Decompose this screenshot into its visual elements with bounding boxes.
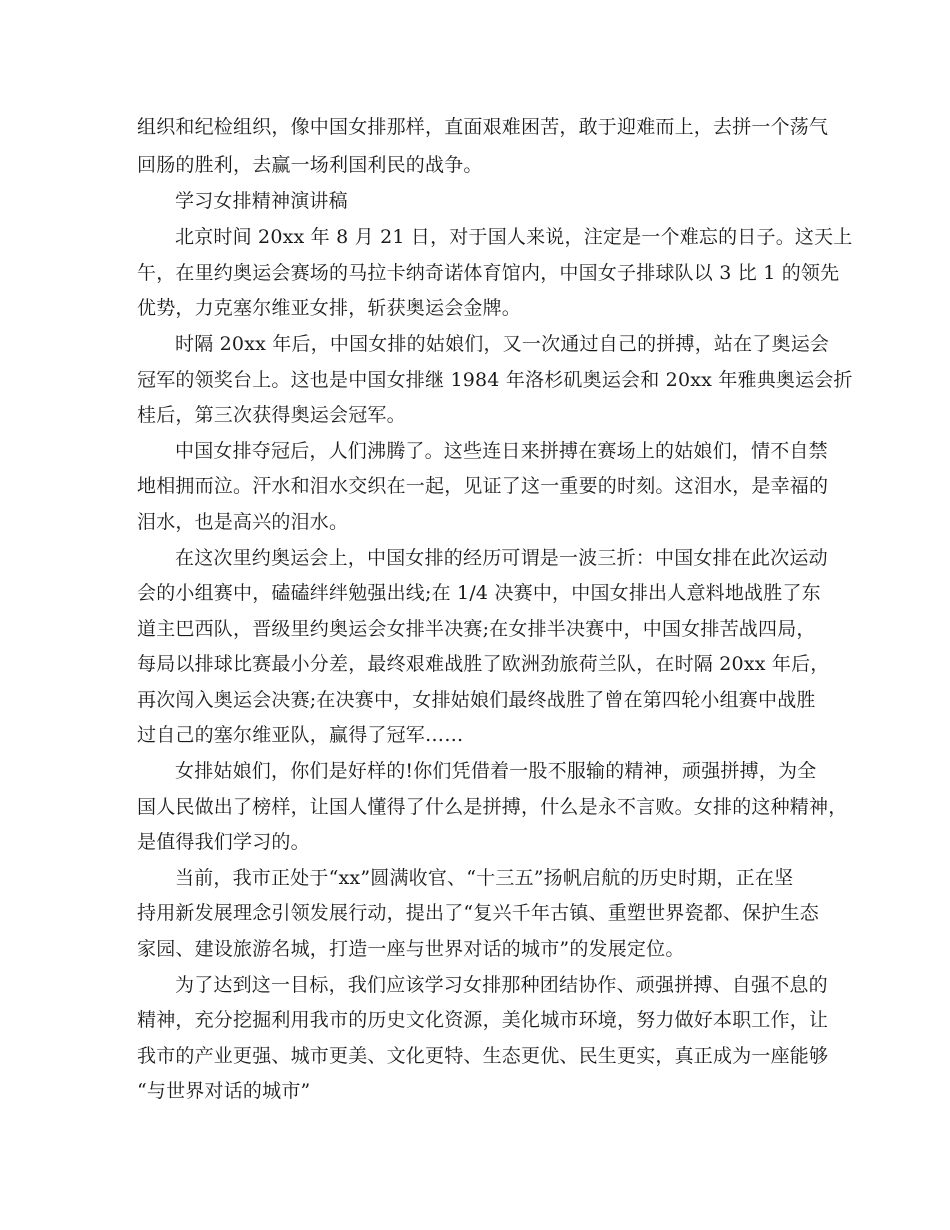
paragraph-line: 当前，我市正处于“xx”圆满收官、“十三五”扬帆启航的历史时期，正在坚 — [175, 867, 794, 889]
paragraph-line: 回肠的胜利，去赢一场利国利民的战争。 — [137, 154, 483, 176]
paragraph-line: 精神，充分挖掘利用我市的历史文化资源，美化城市环境，努力做好本职工作，让 — [137, 1009, 829, 1031]
paragraph-line: 持用新发展理念引领发展行动，提出了“复兴千年古镇、重塑世界瓷都、保护生态 — [137, 902, 819, 924]
paragraph-line: 在这次里约奥运会上，中国女排的经历可谓是一波三折：中国女排在此次运动 — [175, 547, 828, 569]
paragraph-line: 是值得我们学习的。 — [137, 831, 310, 853]
paragraph-line: 中国女排夺冠后，人们沸腾了。这些连日来拼搏在赛场上的姑娘们，情不自禁 — [175, 440, 828, 462]
paragraph-line: 我市的产业更强、城市更美、文化更特、生态更优、民生更实，真正成为一座能够 — [137, 1045, 829, 1067]
paragraph-line: 会的小组赛中，磕磕绊绊勉强出线;在 1/4 决赛中，中国女排出人意料地战胜了东 — [137, 582, 821, 604]
paragraph-line: 道主巴西队，晋级里约奥运会女排半决赛;在女排半决赛中，中国女排苦战四局， — [137, 618, 816, 640]
paragraph-line: 女排姑娘们，你们是好样的!你们凭借着一股不服输的精神，顽强拼搏，为全 — [175, 760, 817, 782]
paragraph-line: “与世界对话的城市” — [137, 1080, 311, 1102]
paragraph-line: 冠军的领奖台上。这也是中国女排继 1984 年洛杉矶奥运会和 20xx 年雅典奥运会折 — [137, 369, 853, 391]
paragraph-line: 家园、建设旅游名城，打造一座与世界对话的城市”的发展定位。 — [137, 938, 685, 960]
paragraph-line: 北京时间 20xx 年 8 月 21 日，对于国人来说，注定是一个难忘的日子。这天上 — [175, 226, 853, 248]
paragraph-line: 每局以排球比赛最小分差，最终艰难战胜了欧洲劲旅荷兰队，在时隔 20xx 年后， — [137, 653, 830, 675]
section-title: 学习女排精神演讲稿 — [175, 190, 348, 212]
paragraph-line: 桂后，第三次获得奥运会冠军。 — [137, 404, 406, 426]
paragraph-line: 午，在里约奥运会赛场的马拉卡纳奇诺体育馆内，中国女子排球队以 3 比 1 的领先 — [137, 262, 840, 284]
paragraph-line: 组织和纪检组织，像中国女排那样，直面艰难困苦，敢于迎难而上，去拼一个荡气 — [137, 116, 829, 138]
paragraph-line: 再次闯入奥运会决赛;在决赛中，女排姑娘们最终战胜了曾在第四轮小组赛中战胜 — [137, 689, 816, 711]
paragraph-line: 时隔 20xx 年后，中国女排的姑娘们，又一次通过自己的拼搏，站在了奥运会 — [175, 333, 830, 355]
paragraph-line: 国人民做出了榜样，让国人懂得了什么是拼搏，什么是永不言败。女排的这种精神， — [137, 796, 848, 818]
paragraph-line: 地相拥而泣。汗水和泪水交织在一起，见证了这一重要的时刻。这泪水，是幸福的 — [137, 475, 829, 497]
paragraph-line: 优势，力克塞尔维亚女排，斩获奥运会金牌。 — [137, 297, 522, 319]
paragraph-line: 为了达到这一目标，我们应该学习女排那种团结协作、顽强拼搏、自强不息的 — [175, 974, 828, 996]
paragraph-line: 过自己的塞尔维亚队，赢得了冠军…… — [137, 724, 464, 746]
paragraph-line: 泪水，也是高兴的泪水。 — [137, 511, 349, 533]
